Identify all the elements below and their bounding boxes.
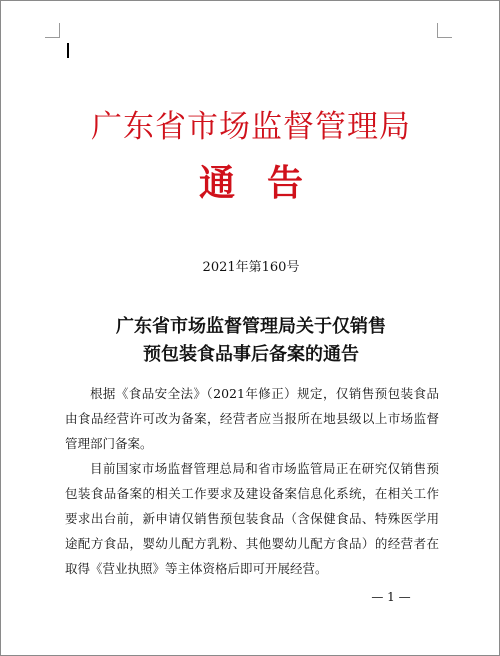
document-number: 2021年第160号 [202,260,300,275]
body-paragraph-2: 目前国家市场监督管理总局和省市场监管局正在研究仅销售预包装食品备案的相关工作要求及建设备案信息化系统，在相关工作要求出台前，新申请仅销售预包装食品（含保健食品、特殊医学用途配方食品，婴幼儿配方乳粉、其他婴幼儿配方食品）的经营者在取得《营业执照》等主体资格后即可开展经营。 [65,461,439,576]
text-cursor[interactable] [67,43,69,58]
document-title-line-1: 广东省市场监督管理局关于仅销售 [116,316,386,337]
crop-mark-top-left [45,23,60,38]
organization-header: 广东省市场监督管理局 [91,109,411,145]
body-paragraph-1: 根据《食品安全法》（2021年修正）规定，仅销售预包装食品由食品经营许可改为备案，经营者应当报所在地县级以上市场监督管理部门备案。 [65,386,439,451]
document-title [1,313,500,369]
document-title-line-2: 预包装食品事后备案的通告 [143,344,359,365]
notice-label: 通告 [198,162,335,204]
crop-mark-top-right [437,23,452,38]
page-number: — 1 — [371,590,411,604]
document-body [65,381,439,581]
